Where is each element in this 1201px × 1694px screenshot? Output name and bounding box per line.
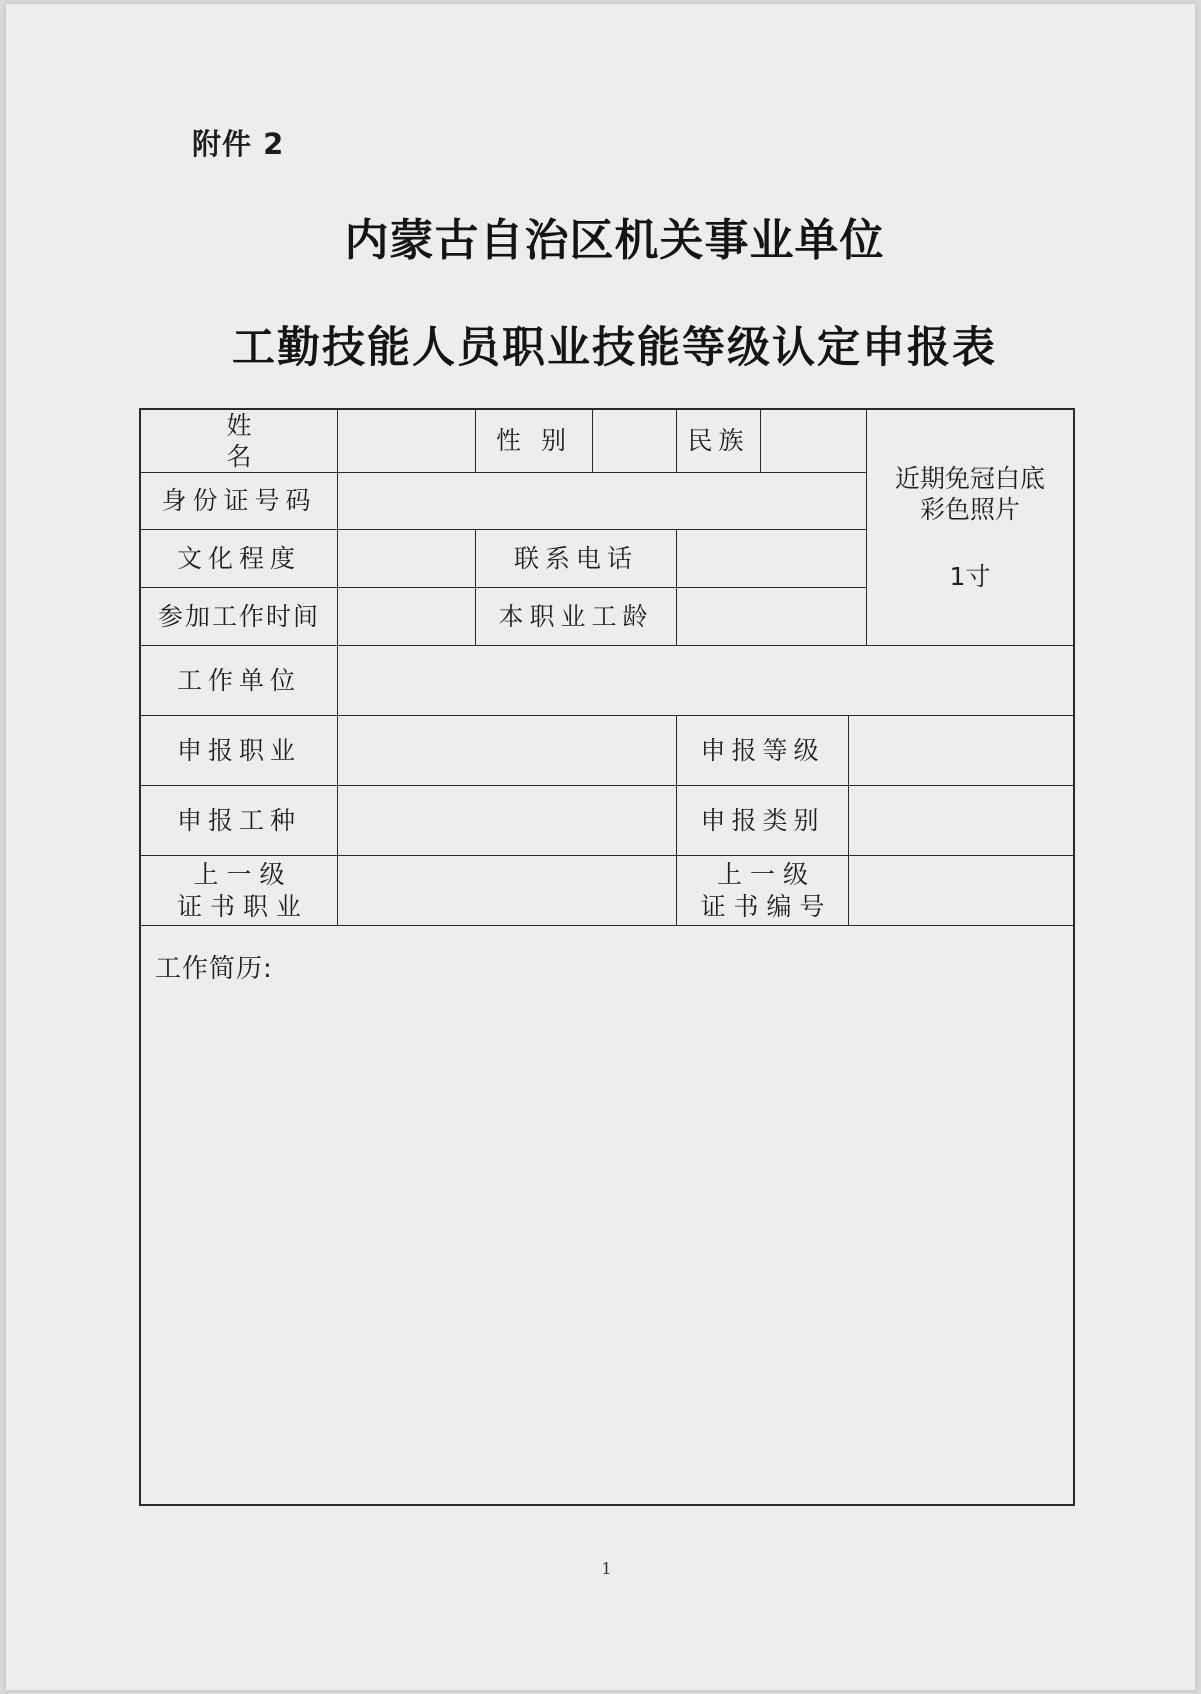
prev-cert-number-field[interactable]	[849, 856, 1073, 926]
name-label: 姓 名	[141, 410, 338, 473]
photo-box	[867, 410, 1073, 646]
form-title-line2: 工勤技能人员职业技能等级认定申报表	[232, 323, 997, 373]
education-label: 文化程度	[141, 530, 338, 588]
trade-label: 申报工种	[141, 786, 338, 856]
category-label: 申报类别	[677, 786, 849, 856]
category-field[interactable]	[849, 786, 1073, 856]
application-form-table	[139, 408, 1075, 1506]
prev-cert-occupation-line1: 上 一 级	[193, 860, 285, 890]
employer-field[interactable]	[338, 646, 1073, 716]
form-title-line1: 内蒙古自治区机关事业单位	[344, 215, 885, 266]
level-label: 申报等级	[677, 716, 849, 786]
seniority-field[interactable]	[677, 588, 867, 646]
phone-field[interactable]	[677, 530, 867, 588]
ethnicity-label: 民族	[677, 410, 761, 473]
id-number-field[interactable]	[338, 473, 867, 530]
occupation-field[interactable]	[338, 716, 677, 786]
occupation-label: 申报职业	[141, 716, 338, 786]
prev-cert-number-line2: 证 书 编 号	[700, 891, 825, 921]
name-field[interactable]	[338, 410, 476, 473]
photo-instruction-line1: 近期免冠白底	[894, 463, 1045, 493]
work-resume-label: 工作简历:	[155, 954, 273, 984]
page-number: 1	[601, 1559, 612, 1578]
prev-cert-number-line1: 上 一 级	[717, 860, 808, 890]
work-start-field[interactable]	[338, 588, 476, 646]
gender-label: 性 别	[476, 410, 593, 473]
seniority-label: 本职业工龄	[476, 588, 677, 646]
prev-cert-occupation-line2: 证 书 职 业	[177, 891, 301, 921]
work-resume-area[interactable]	[141, 926, 1073, 1504]
phone-label: 联系电话	[476, 530, 677, 588]
attachment-label: 附件 2	[192, 127, 285, 161]
trade-field[interactable]	[338, 786, 677, 856]
prev-cert-occupation-label	[141, 856, 338, 926]
photo-instruction-line2: 彩色照片	[919, 494, 1020, 524]
work-start-label: 参加工作时间	[141, 588, 338, 646]
document-page	[6, 4, 1195, 1690]
education-field[interactable]	[338, 530, 476, 588]
ethnicity-field[interactable]	[761, 410, 867, 473]
prev-cert-number-label	[677, 856, 849, 926]
employer-label: 工作单位	[141, 646, 338, 716]
gender-field[interactable]	[593, 410, 677, 473]
id-number-label: 身份证号码	[141, 473, 338, 530]
prev-cert-occupation-field[interactable]	[338, 856, 677, 926]
level-field[interactable]	[849, 716, 1073, 786]
photo-size: 1寸	[949, 562, 991, 592]
